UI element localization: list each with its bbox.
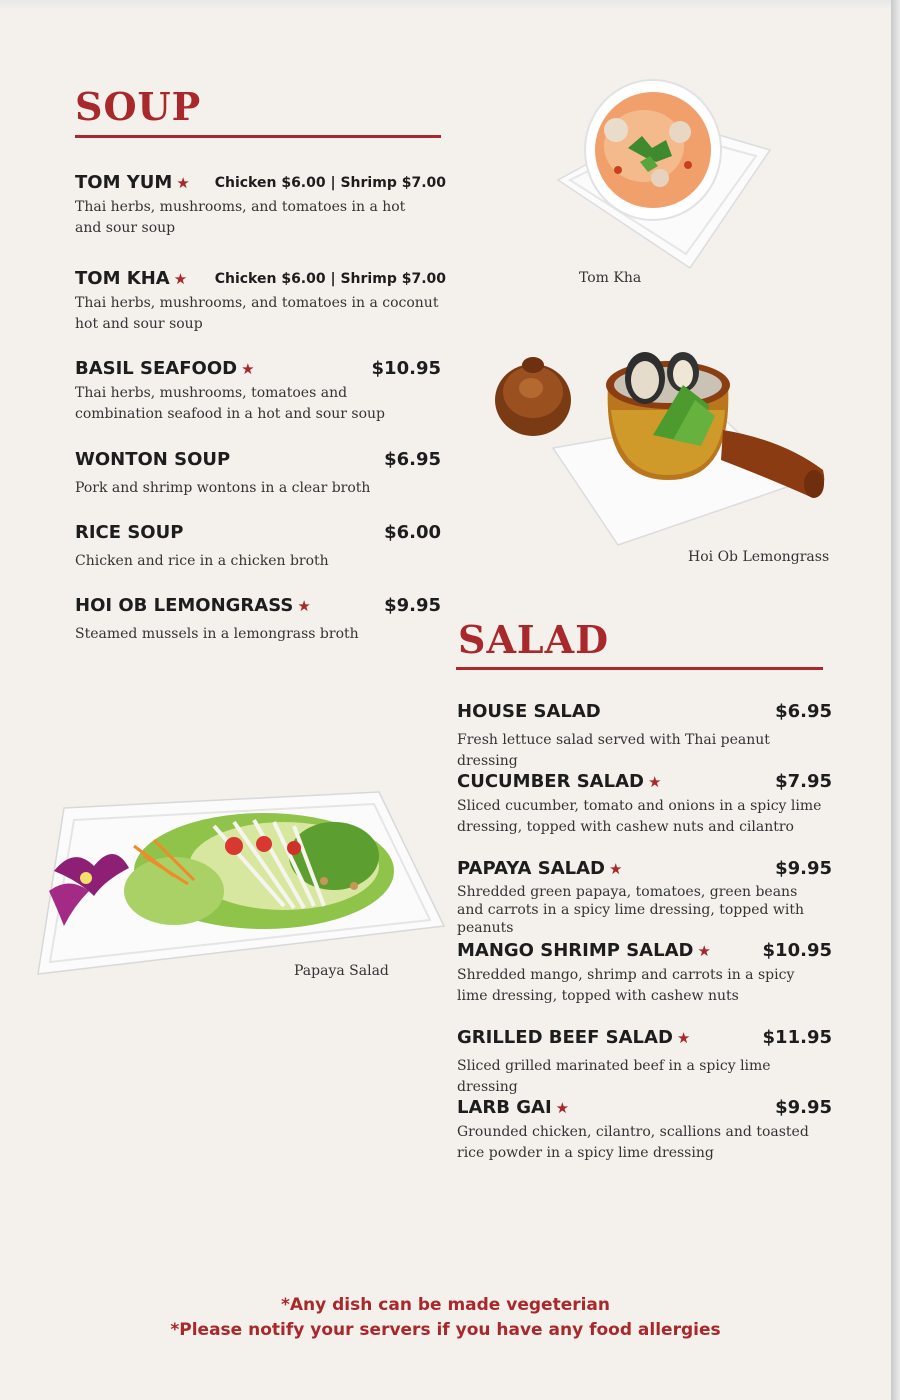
vegetarian-note: *Any dish can be made vegeterian	[280, 1295, 611, 1315]
item-description: Sliced cucumber, tomato and onions in a spicy lime dressing, topped with cashew nuts and cilantro	[457, 798, 822, 835]
soup-item-basil-seafood	[75, 358, 441, 428]
soup-item-rice-soup	[75, 522, 441, 572]
spicy-star-icon: ★	[647, 773, 662, 791]
salad-item-mango-shrimp	[457, 940, 832, 1010]
item-name: CUCUMBER SALAD ★	[457, 771, 662, 792]
item-price: $9.95	[775, 858, 832, 879]
tom-kha-photo	[548, 70, 778, 270]
item-price: $10.95	[371, 358, 441, 379]
item-description: Pork and shrimp wontons in a clear broth	[75, 480, 371, 496]
item-price: $6.95	[775, 701, 832, 722]
hoi-ob-lemongrass-photo	[493, 340, 833, 550]
salad-item-cucumber	[457, 771, 832, 841]
soup-item-tom-yum	[75, 172, 446, 242]
soup-divider	[75, 135, 441, 138]
item-name: LARB GAI ★	[457, 1097, 570, 1118]
page-right-edge	[891, 0, 900, 1400]
hoi-ob-lemongrass-caption: Hoi Ob Lemongrass	[688, 549, 830, 565]
item-name: GRILLED BEEF SALAD ★	[457, 1027, 691, 1048]
page-top-edge	[0, 0, 891, 10]
item-name: WONTON SOUP	[75, 449, 231, 470]
soup-item-tom-kha	[75, 268, 446, 338]
spicy-star-icon: ★	[176, 174, 190, 192]
item-price: Chicken $6.00 | Shrimp $7.00	[214, 271, 446, 287]
item-price: $6.00	[384, 522, 441, 543]
spicy-star-icon: ★	[555, 1099, 570, 1117]
item-description: Thai herbs, mushrooms, and tomatoes in a hot and sour soup	[75, 199, 406, 236]
item-description: Thai herbs, mushrooms, and tomatoes in a coconut hot and sour soup	[75, 295, 439, 332]
spicy-star-icon: ★	[241, 360, 255, 378]
item-price: $9.95	[384, 595, 441, 616]
item-name: PAPAYA SALAD ★	[457, 858, 623, 879]
item-description: Chicken and rice in a chicken broth	[75, 553, 329, 569]
tom-kha-caption: Tom Kha	[579, 270, 642, 286]
item-price: $6.95	[384, 449, 441, 470]
item-name: HOUSE SALAD	[457, 701, 601, 722]
papaya-salad-caption: Papaya Salad	[294, 963, 389, 979]
papaya-salad-photo	[34, 786, 448, 982]
soup-item-hoi-ob-lemongrass	[75, 595, 441, 645]
item-description: Steamed mussels in a lemongrass broth	[75, 626, 359, 642]
item-name: HOI OB LEMONGRASS ★	[75, 595, 311, 616]
spicy-star-icon: ★	[608, 860, 623, 878]
item-price: $9.95	[775, 1097, 832, 1118]
salad-item-house	[457, 701, 832, 769]
spicy-star-icon: ★	[676, 1029, 691, 1047]
item-name: TOM YUM ★	[75, 172, 190, 193]
allergy-note: *Please notify your servers if you have any food allergies	[170, 1320, 721, 1340]
item-description: Sliced grilled marinated beef in a spicy lime dressing	[457, 1058, 771, 1095]
spicy-star-icon: ★	[697, 942, 711, 960]
item-description: Shredded mango, shrimp and carrots in a spicy lime dressing, topped with cashew nuts	[457, 967, 795, 1004]
spicy-star-icon: ★	[297, 597, 311, 615]
item-price: Chicken $6.00 | Shrimp $7.00	[214, 175, 446, 191]
item-name: TOM KHA ★	[75, 268, 188, 289]
item-price: $7.95	[775, 771, 832, 792]
salad-heading: SALAD	[458, 617, 610, 662]
item-name: RICE SOUP	[75, 522, 184, 543]
item-description: Shredded green papaya, tomatoes, green beans and carrots in a spicy lime dressing, topped with peanuts	[457, 884, 805, 936]
salad-divider	[456, 667, 823, 670]
salad-item-grilled-beef	[457, 1027, 832, 1095]
item-description: Grounded chicken, cilantro, scallions and toasted rice powder in a spicy lime dressing	[457, 1124, 809, 1161]
soup-heading: SOUP	[75, 84, 202, 129]
item-price: $10.95	[762, 940, 832, 961]
item-name: BASIL SEAFOOD ★	[75, 358, 255, 379]
item-name: MANGO SHRIMP SALAD ★	[457, 940, 711, 961]
soup-item-wonton	[75, 449, 441, 499]
item-price: $11.95	[762, 1027, 832, 1048]
salad-item-papaya	[457, 858, 832, 936]
item-description: Fresh lettuce salad served with Thai peanut dressing	[457, 732, 770, 769]
item-description: Thai herbs, mushrooms, tomatoes and combination seafood in a hot and sour soup	[75, 385, 386, 422]
spicy-star-icon: ★	[173, 270, 188, 288]
salad-item-larb-gai	[457, 1097, 832, 1167]
